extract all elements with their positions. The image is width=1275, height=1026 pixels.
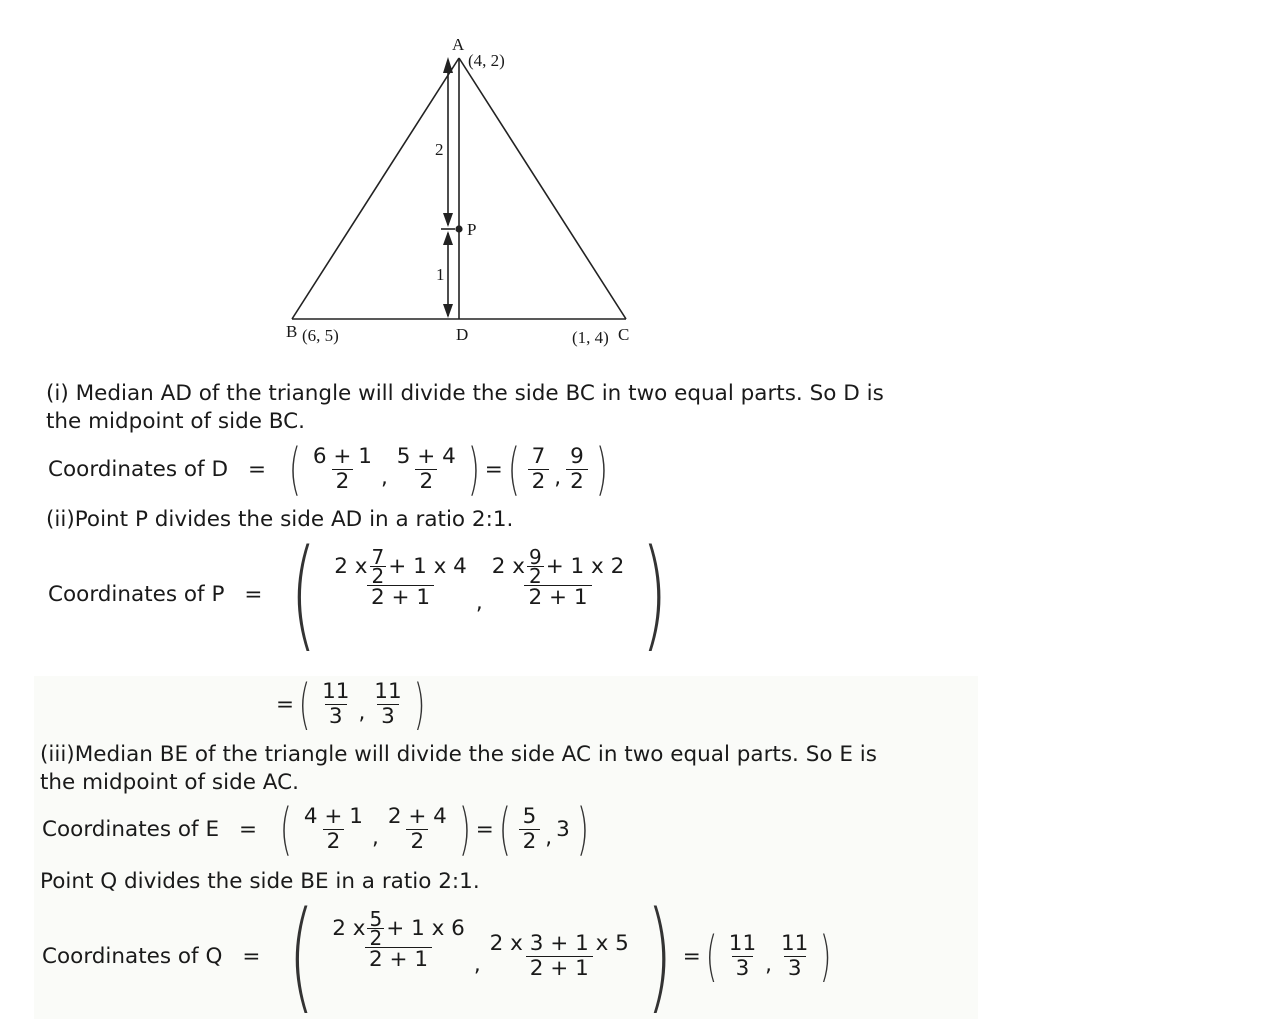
label-ratio-2: 2: [435, 140, 444, 159]
fraction: $\frac{5}{2}$: [519, 805, 541, 854]
left-paren: (: [498, 796, 511, 862]
label-c-coord: (1, 4): [572, 328, 609, 347]
fraction: $\frac{7}{2}$: [528, 445, 550, 494]
fraction: $\frac{11}{3}$: [374, 678, 402, 729]
right-paren: ): [641, 524, 668, 664]
coordinates-d-equation: Coordinates of D = ( $\frac{6 + 1}{2}$ , $\frac{5 + 4}{2}$ ) = ( $\frac{7}{2}$ , $\frac{9}{2}$ ): [48, 436, 608, 502]
coordinates-d-label: Coordinates of D: [48, 456, 229, 482]
right-paren: ): [820, 924, 832, 988]
compound-fraction: 2 x 9 2 + 1 x 2 2 + 1: [491, 545, 625, 610]
compound-fraction: 2 x 5 2 + 1 x 6 2 + 1: [332, 907, 465, 972]
label-b-coord: (6, 5): [302, 326, 339, 345]
triangle-figure: [280, 30, 660, 360]
left-paren: (: [288, 886, 315, 1026]
equals-sign: =: [244, 581, 263, 607]
coordinates-p-result: = ( $\frac{11}{3}$ , $\frac{11}{3}$ ): [276, 672, 425, 736]
fraction: $\frac{5 + 4}{2}$: [396, 443, 456, 494]
label-p: P: [467, 220, 477, 239]
label-a: A: [452, 35, 465, 54]
part3-text-line1: (iii)Median BE of the triangle will divide the side AC in two equal parts. So E is: [40, 742, 877, 767]
left-paren: (: [507, 436, 520, 502]
part1-text-line1: (i) Median AD of the triangle will divide the side BC in two equal parts. So D is: [46, 381, 884, 406]
side-ab: [292, 58, 459, 319]
compound-fraction: 2 x 7 2 + 1 x 4 2 + 1: [334, 545, 467, 610]
left-paren: (: [290, 524, 317, 664]
equals-sign: =: [239, 816, 258, 842]
part1-text-line2: the midpoint of side BC.: [46, 409, 306, 434]
left-paren: (: [298, 672, 311, 736]
left-paren: (: [288, 436, 301, 502]
coordinates-q-equation: Coordinates of Q = ( 2 x 5 2 + 1 x 6 2 + 1 , $\frac{2 x 3 + 1 x 5}{2 + 1}$ ) = ( $\frac{11}{3}$ , $\frac{11}{3}$ ): [42, 886, 832, 1026]
part4-text-line1: Point Q divides the side BE in a ratio 2:1.: [40, 869, 480, 894]
right-paren: ): [595, 436, 608, 502]
left-paren: (: [279, 796, 293, 862]
arrowhead-bottom: [443, 304, 453, 318]
side-ac: [459, 58, 626, 319]
label-c: C: [618, 325, 630, 344]
coordinates-e-label: Coordinates of E: [42, 816, 220, 842]
fraction: $\frac{6 + 1}{2}$: [312, 443, 372, 494]
part3-text-line2: the midpoint of side AC.: [40, 770, 299, 795]
label-b: B: [286, 322, 298, 341]
label-a-coord: (4, 2): [468, 51, 505, 70]
arrowhead-top: [443, 57, 453, 73]
fraction: $\frac{11}{3}$: [322, 678, 350, 729]
label-d: D: [456, 325, 469, 344]
coordinates-p-label: Coordinates of P: [48, 581, 225, 607]
fraction: $\frac{2 + 4}{2}$: [387, 803, 447, 854]
arrowhead-lower-up: [443, 231, 453, 245]
fraction: $\frac{2 x 3 + 1 x 5}{2 + 1}$: [489, 930, 629, 981]
coordinates-p-equation: Coordinates of P = ( 2 x 7 2 + 1 x 4 2 + 1 , 2 x 9 2 + 1 x 2 2 + 1 ): [48, 524, 668, 664]
fraction: $\frac{9}{2}$: [566, 445, 588, 494]
fraction: $\frac{11}{3}$: [728, 930, 757, 981]
label-ratio-1: 1: [436, 265, 445, 284]
left-paren: (: [705, 924, 718, 988]
equals-sign: =: [248, 456, 267, 482]
arrowhead-upper-down: [443, 213, 453, 227]
right-paren: ): [458, 796, 471, 862]
part2-text-line1: (ii)Point P divides the side AD in a ratio 2:1.: [46, 507, 514, 532]
fraction: $\frac{4 + 1}{2}$: [303, 803, 363, 854]
fraction: $\frac{11}{3}$: [780, 930, 809, 981]
right-paren: ): [413, 672, 425, 736]
point-p-dot: [455, 225, 462, 232]
right-paren: ): [576, 796, 589, 862]
right-paren: ): [467, 436, 480, 502]
coordinates-e-equation: Coordinates of E = ( $\frac{4 + 1}{2}$ , $\frac{2 + 4}{2}$ ) = ( $\frac{5}{2}$ , 3 ): [42, 796, 589, 862]
coordinates-q-label: Coordinates of Q: [42, 943, 223, 969]
equals-sign: =: [242, 943, 261, 969]
right-paren: ): [646, 886, 673, 1026]
